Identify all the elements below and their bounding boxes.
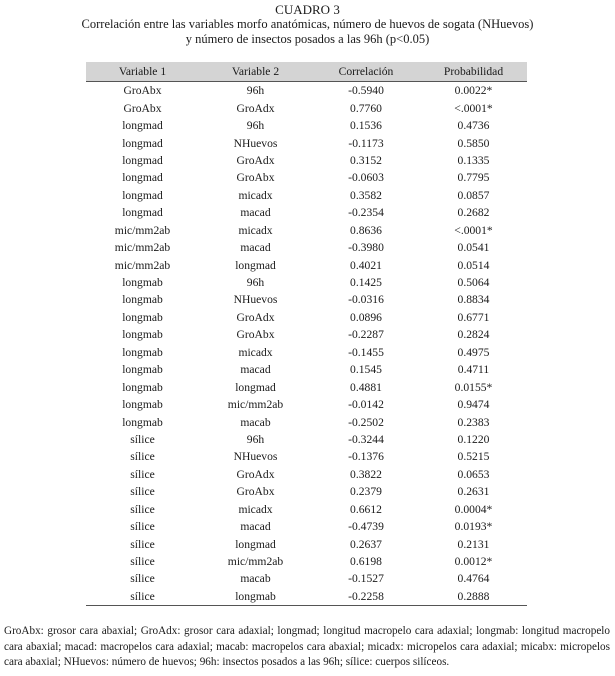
cell-probability: 0.0541	[457, 241, 490, 255]
cell-variable-1: longmab	[122, 415, 163, 429]
cell-variable-2: micadx	[238, 223, 273, 237]
cell-correlation: -0.4739	[348, 520, 384, 534]
cell-correlation: 0.6198	[350, 555, 382, 569]
correlation-table	[86, 62, 527, 606]
cell-correlation: -0.1173	[348, 136, 384, 150]
cell-probability: 0.5064	[457, 276, 490, 290]
cell-correlation: -0.5940	[312, 82, 420, 100]
cell-variable-2: macab	[240, 415, 271, 429]
table-row	[86, 535, 527, 552]
cell-probability: <.0001*	[454, 223, 493, 237]
cell-variable-2: mic/mm2ab	[227, 398, 284, 412]
cell-variable-2: longmad	[235, 380, 276, 394]
cell-probability: 0.4711	[457, 363, 490, 377]
cell-variable-1: longmab	[122, 398, 163, 412]
table-row	[86, 588, 527, 606]
table-row	[86, 82, 527, 100]
cell-variable-2: 96h	[246, 119, 265, 133]
table-row	[86, 431, 527, 448]
cell-correlation: 0.8636	[350, 223, 382, 237]
table-row	[86, 222, 527, 239]
cell-probability: 0.4975	[457, 345, 490, 359]
cell-variable-2: micadx	[238, 502, 273, 516]
cell-probability: 0.2682	[457, 206, 490, 220]
cell-variable-1: longmad	[122, 206, 163, 220]
cell-probability: 0.0857	[457, 188, 490, 202]
cell-variable-1: longmab	[122, 293, 163, 307]
cell-correlation: 0.0896	[350, 310, 382, 324]
cell-variable-2: 96h	[246, 432, 265, 446]
cell-variable-1: sílice	[86, 588, 199, 606]
cell-variable-1: sílice	[130, 537, 155, 551]
header-row	[86, 62, 527, 82]
table-row	[86, 204, 527, 221]
cell-variable-2: macab	[240, 572, 271, 586]
cell-probability: 0.0155*	[454, 380, 493, 394]
table-row	[86, 99, 527, 116]
cell-variable-1: sílice	[130, 467, 155, 481]
cell-correlation: -0.1455	[348, 345, 384, 359]
cell-variable-2: GroAdx	[236, 310, 275, 324]
cell-variable-1: longmad	[122, 153, 163, 167]
cell-correlation: 0.7760	[350, 101, 382, 115]
cell-correlation: 0.1425	[350, 276, 382, 290]
table-row	[86, 326, 527, 343]
header-variable-1: Variable 1	[86, 62, 199, 82]
table-row	[86, 187, 527, 204]
table-row	[86, 256, 527, 273]
cell-variable-1: longmab	[122, 363, 163, 377]
cell-correlation: 0.4881	[350, 380, 382, 394]
cell-probability: 0.8834	[457, 293, 490, 307]
cell-variable-2: NHuevos	[233, 450, 278, 464]
table-row	[86, 378, 527, 395]
cell-variable-2: GroAbx	[236, 171, 275, 185]
cell-variable-2: 96h	[246, 276, 265, 290]
cell-variable-1: sílice	[130, 450, 155, 464]
table-row	[86, 466, 527, 483]
cell-correlation: 0.6612	[350, 502, 382, 516]
cell-probability: 0.0193*	[454, 520, 493, 534]
cell-variable-1: longmab	[122, 276, 163, 290]
cell-variable-1: mic/mm2ab	[114, 223, 171, 237]
header-correlation: Correlación	[312, 62, 420, 82]
cell-correlation: -0.2287	[348, 328, 384, 342]
cell-correlation: -0.1527	[348, 572, 384, 586]
cell-variable-2: GroAbx	[236, 485, 275, 499]
cell-correlation: 0.2637	[350, 537, 382, 551]
table-row	[86, 117, 527, 134]
cell-probability: 0.0514	[457, 258, 490, 272]
cell-variable-1: GroAbx	[86, 82, 199, 100]
cell-probability: 0.9474	[457, 398, 490, 412]
table-row	[86, 413, 527, 430]
cell-variable-2: 96h	[199, 82, 312, 100]
cell-variable-2: NHuevos	[233, 293, 278, 307]
cell-variable-2: macad	[240, 241, 271, 255]
table-row	[86, 361, 527, 378]
cell-probability: 0.2824	[457, 328, 490, 342]
cell-variable-1: sílice	[130, 520, 155, 534]
cell-variable-2: GroAdx	[236, 467, 275, 481]
cell-probability: 0.1220	[457, 432, 490, 446]
cell-probability: 0.2631	[457, 485, 490, 499]
cell-probability: 0.2383	[457, 415, 490, 429]
cell-correlation: 0.3822	[350, 467, 382, 481]
cell-probability: 0.2131	[457, 537, 490, 551]
cell-variable-1: mic/mm2ab	[114, 241, 171, 255]
cell-variable-1: sílice	[130, 432, 155, 446]
table-row	[86, 239, 527, 256]
caption-line-1: Correlación entre las variables morfo anatómicas, número de huevos de sogata (NHuevos)	[81, 17, 534, 31]
cell-variable-1: longmad	[122, 188, 163, 202]
correlation-table-container	[86, 62, 527, 606]
cell-variable-1: longmab	[122, 310, 163, 324]
cell-correlation: 0.3582	[350, 188, 382, 202]
cell-variable-2: longmad	[235, 258, 276, 272]
cell-probability: 0.5850	[457, 136, 490, 150]
footnote: GroAbx: grosor cara abaxial; GroAdx: grosor cara adaxial; longmad; longitud macropelo cara adaxial; longmab: longitud macropelo cara abaxial; macad: macropelos cara adaxial; macab: macropelos cara abaxial; micadx: micropelos cara adaxial; micabx: micropelos cara abaxial; NHuevos: número de huevos; 96h: insectos posados a las 96h; sílice: cuerpos silíceos.	[4, 625, 610, 668]
cell-correlation: -0.2258	[312, 588, 420, 606]
cell-probability: 0.0653	[457, 467, 490, 481]
cell-variable-1: longmad	[122, 171, 163, 185]
cell-correlation: 0.4021	[350, 258, 382, 272]
table-body	[86, 82, 527, 606]
cell-variable-2: micadx	[238, 345, 273, 359]
cell-probability: 0.0012*	[454, 555, 493, 569]
header-variable-2: Variable 2	[199, 62, 312, 82]
cell-variable-1: sílice	[130, 555, 155, 569]
cell-probability: <.0001*	[454, 101, 493, 115]
cell-variable-2: longmab	[199, 588, 312, 606]
table-row	[86, 501, 527, 518]
table-row	[86, 152, 527, 169]
table-row	[86, 518, 527, 535]
table-row	[86, 483, 527, 500]
table-row	[86, 274, 527, 291]
cell-correlation: -0.3980	[348, 241, 384, 255]
cell-variable-2: GroAdx	[236, 101, 275, 115]
cell-variable-1: mic/mm2ab	[114, 258, 171, 272]
table-row	[86, 309, 527, 326]
table-row	[86, 448, 527, 465]
cell-probability: 0.5215	[457, 450, 490, 464]
cell-variable-2: macad	[240, 520, 271, 534]
cell-correlation: -0.1376	[348, 450, 384, 464]
cell-variable-1: sílice	[130, 502, 155, 516]
table-row	[86, 570, 527, 587]
cell-correlation: 0.3152	[350, 153, 382, 167]
caption-line-2: y número de insectos posados a las 96h (p<0.05)	[185, 32, 430, 46]
table-caption	[0, 2, 615, 47]
cell-variable-2: GroAbx	[236, 328, 275, 342]
cell-probability: 0.1335	[457, 153, 490, 167]
table-row	[86, 344, 527, 361]
cell-correlation: 0.1536	[350, 119, 382, 133]
cell-probability: 0.4764	[457, 572, 490, 586]
cell-probability: 0.7795	[457, 171, 490, 185]
cell-probability: 0.6771	[457, 310, 490, 324]
cell-correlation: -0.0316	[348, 293, 384, 307]
cell-correlation: -0.0603	[348, 171, 384, 185]
table-row	[86, 291, 527, 308]
cell-variable-1: longmab	[122, 328, 163, 342]
table-row	[86, 134, 527, 151]
cell-variable-2: micadx	[238, 188, 273, 202]
cell-probability: 0.0004*	[454, 502, 493, 516]
cell-probability: 0.0022*	[420, 82, 527, 100]
cell-variable-2: NHuevos	[233, 136, 278, 150]
cell-correlation: -0.0142	[348, 398, 384, 412]
cell-correlation: -0.2354	[348, 206, 384, 220]
table-number: CUADRO 3	[275, 2, 340, 17]
table-row	[86, 396, 527, 413]
cell-variable-1: GroAbx	[123, 101, 162, 115]
table-row	[86, 553, 527, 570]
cell-variable-1: longmad	[122, 136, 163, 150]
cell-variable-2: longmad	[235, 537, 276, 551]
cell-variable-1: longmab	[122, 345, 163, 359]
cell-correlation: 0.2379	[350, 485, 382, 499]
cell-variable-2: macad	[240, 206, 271, 220]
cell-probability: 0.4736	[457, 119, 490, 133]
cell-variable-2: GroAdx	[236, 153, 275, 167]
cell-variable-1: longmab	[122, 380, 163, 394]
cell-variable-1: sílice	[130, 485, 155, 499]
cell-variable-2: mic/mm2ab	[227, 555, 284, 569]
cell-correlation: 0.1545	[350, 363, 382, 377]
cell-variable-1: sílice	[130, 572, 155, 586]
cell-probability: 0.2888	[420, 588, 527, 606]
cell-correlation: -0.2502	[348, 415, 384, 429]
header-probability: Probabilidad	[420, 62, 527, 82]
cell-variable-2: macad	[240, 363, 271, 377]
cell-correlation: -0.3244	[348, 432, 384, 446]
cell-variable-1: longmad	[122, 119, 163, 133]
table-row	[86, 169, 527, 186]
